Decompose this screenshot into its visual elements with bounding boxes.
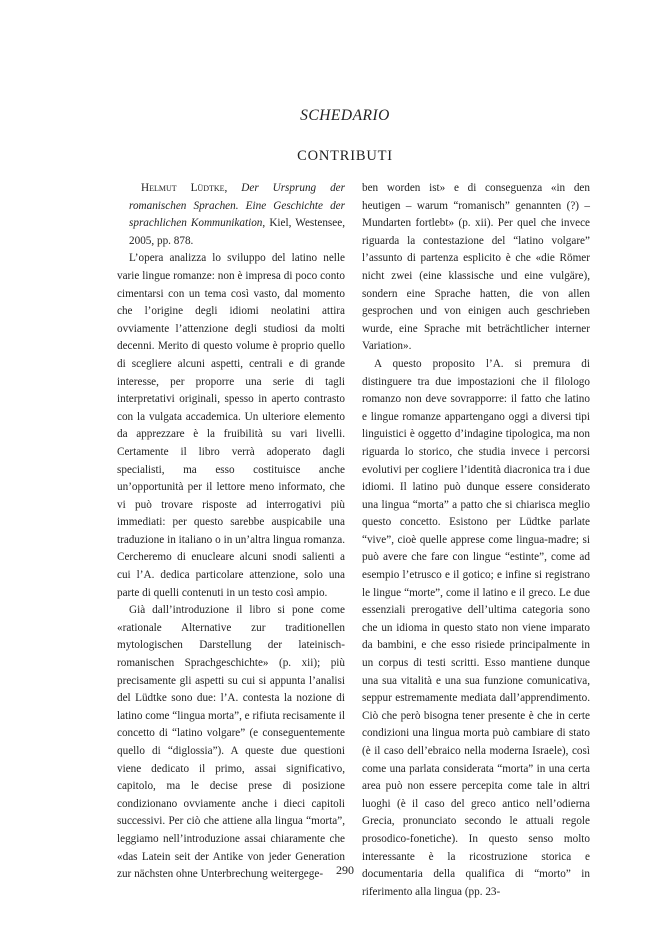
body-paragraph: A questo proposito l’A. si premura di distinguere tra due impostazioni che il filologo romanzo non deve sovrapporre: il fatto che latino e lingue romanze appartengano oggi a diversi tipi linguistici è oggetto d’indagine tipologica, ma non riguarda lo storico, che studia invece i percorsi evolutivi per cogliere l’identità diacronica tra i due idiomi. Il latino può dunque essere considerato una lingua “morta” a patto che si chiarisca meglio questo concetto. Esistono per Lüdtke parlate “vive”, cioè quelle apprese come lingua-madre; si può avere che fare con lingue “estinte”, come ad esempio l’etrusco e il gotico; e infine si registrano le lingue “morte”, come il latino e il greco. Le due essenziali prerogative dell’ultima categoria sono che un idioma in questo stato non viene imparato da bambini, e che esso risiede principalmente in un corpus di testi scritti. Esso mantiene dunque una sua vitalità e una sua funzione comunicativa, seppur estremamente mediata dall’apprendimento. Ciò che però bisogna tener presente è che in certe condizioni una lingua morta può cambiare di stato (è il caso dell’ebraico nella moderna Israele), così come una parlata considerata “morta” in una certa area può non essere percepita come tale in altri luoghi (è il caso del greco antico nell’odierna Grecia, pronunciato secondo le attuali regole prosodico-fonetiche). In questo senso molto interessante è la ricostruzione storica e documentaria della qualifica di “morto” in riferimento alla lingua (pp. 23- xyxy=(362,357,590,898)
section-title: SCHEDARIO xyxy=(300,107,390,124)
review-reference: Helmut Lüdtke, Der Ursprung der romanischen Sprachen. Eine Geschichte der sprachlichen Kommunikation, Kiel, Westensee, 2005, pp. 878. xyxy=(129,182,346,247)
review-author: Helmut Lüdtke xyxy=(141,182,225,194)
body-paragraph: ben worden ist» e di conseguenza «in den heutigen – warum “romanisch” genannten (?) – Mundarten fortlebt» (p. xii). Per quel che invece riguarda la contestazione del “latino volgare” l’assunto di partenza esplicito è che «die Römer nicht zwei (eine klassische und eine vulgäre), sondern eine Sprache hatten, die von allen gesprochen und von einigen auch geschrieben wurde, eine Sprache mit beträchtlicher interner Variation». xyxy=(362,182,590,353)
subsection-title: CONTRIBUTI xyxy=(297,148,393,164)
body-paragraph: L’opera analizza lo sviluppo del latino nelle varie lingue romanze: non è impresa di poco conto cimentarsi con un tema così vasto, dal momento che l’origine degli idiomi neolatini attira ovviamente l’attenzione degli studiosi da molti decenni. Merito di questo volume è proprio quello di scegliere alcuni aspetti, centrali e di grande interesse, per proporre una serie di tagli interpretativi originali, spesso in aperto contrasto con la vulgata accademica. Un ulteriore elemento da apprezzare è la fruibilità su vari livelli. Certamente il libro verrà adoperato dagli specialisti, ma esso costituisce anche un’opportunità per il lettore meno informato, che vi può trovare risposte ad interrogativi più immediati: per questo sarebbe auspicabile una traduzione in italiano o in un’altra lingua romanza. Cercheremo di enucleare alcuni snodi salienti a cui l’A. dedica particolare attenzione, solo una parte di quelli contenuti in un testo così ampio. xyxy=(117,252,345,599)
body-paragraph: Già dall’introduzione il libro si pone come «rationale Alternative zur traditionellen mytologischen Darstellung der lateinisch-romanischen Sprachgeschichte» (p. xii); più precisamente gli aspetti su cui si appunta l’analisi del Lüdtke sono due: l’A. contesta la nozione di latino come “lingua morta”, e rifiuta recisamente il concetto di “latino volgare” (e conseguentemente quello di “diglossia”). A queste due questioni viene dedicato il primo, assai significativo, capitolo, ma le decise prese di posizione condizionano ovviamente anche i dieci capitoli successivi. Per ciò che attiene alla lingua “morta”, leggiamo nell’introduzione assai chiaramente che «das Latein seit der Antike von jeder Generation zur nächsten ohne Unterbrechung weitergege- xyxy=(117,604,346,881)
review-work-title: Der Ursprung der romanischen Sprachen. Eine Geschichte der sprachlichen Kommunikation xyxy=(129,182,346,230)
review-publication: Kiel, Westensee, 2005, pp. 878. xyxy=(129,217,346,247)
page-number: 290 xyxy=(336,863,354,877)
left-column xyxy=(117,180,345,884)
right-column xyxy=(362,180,590,901)
